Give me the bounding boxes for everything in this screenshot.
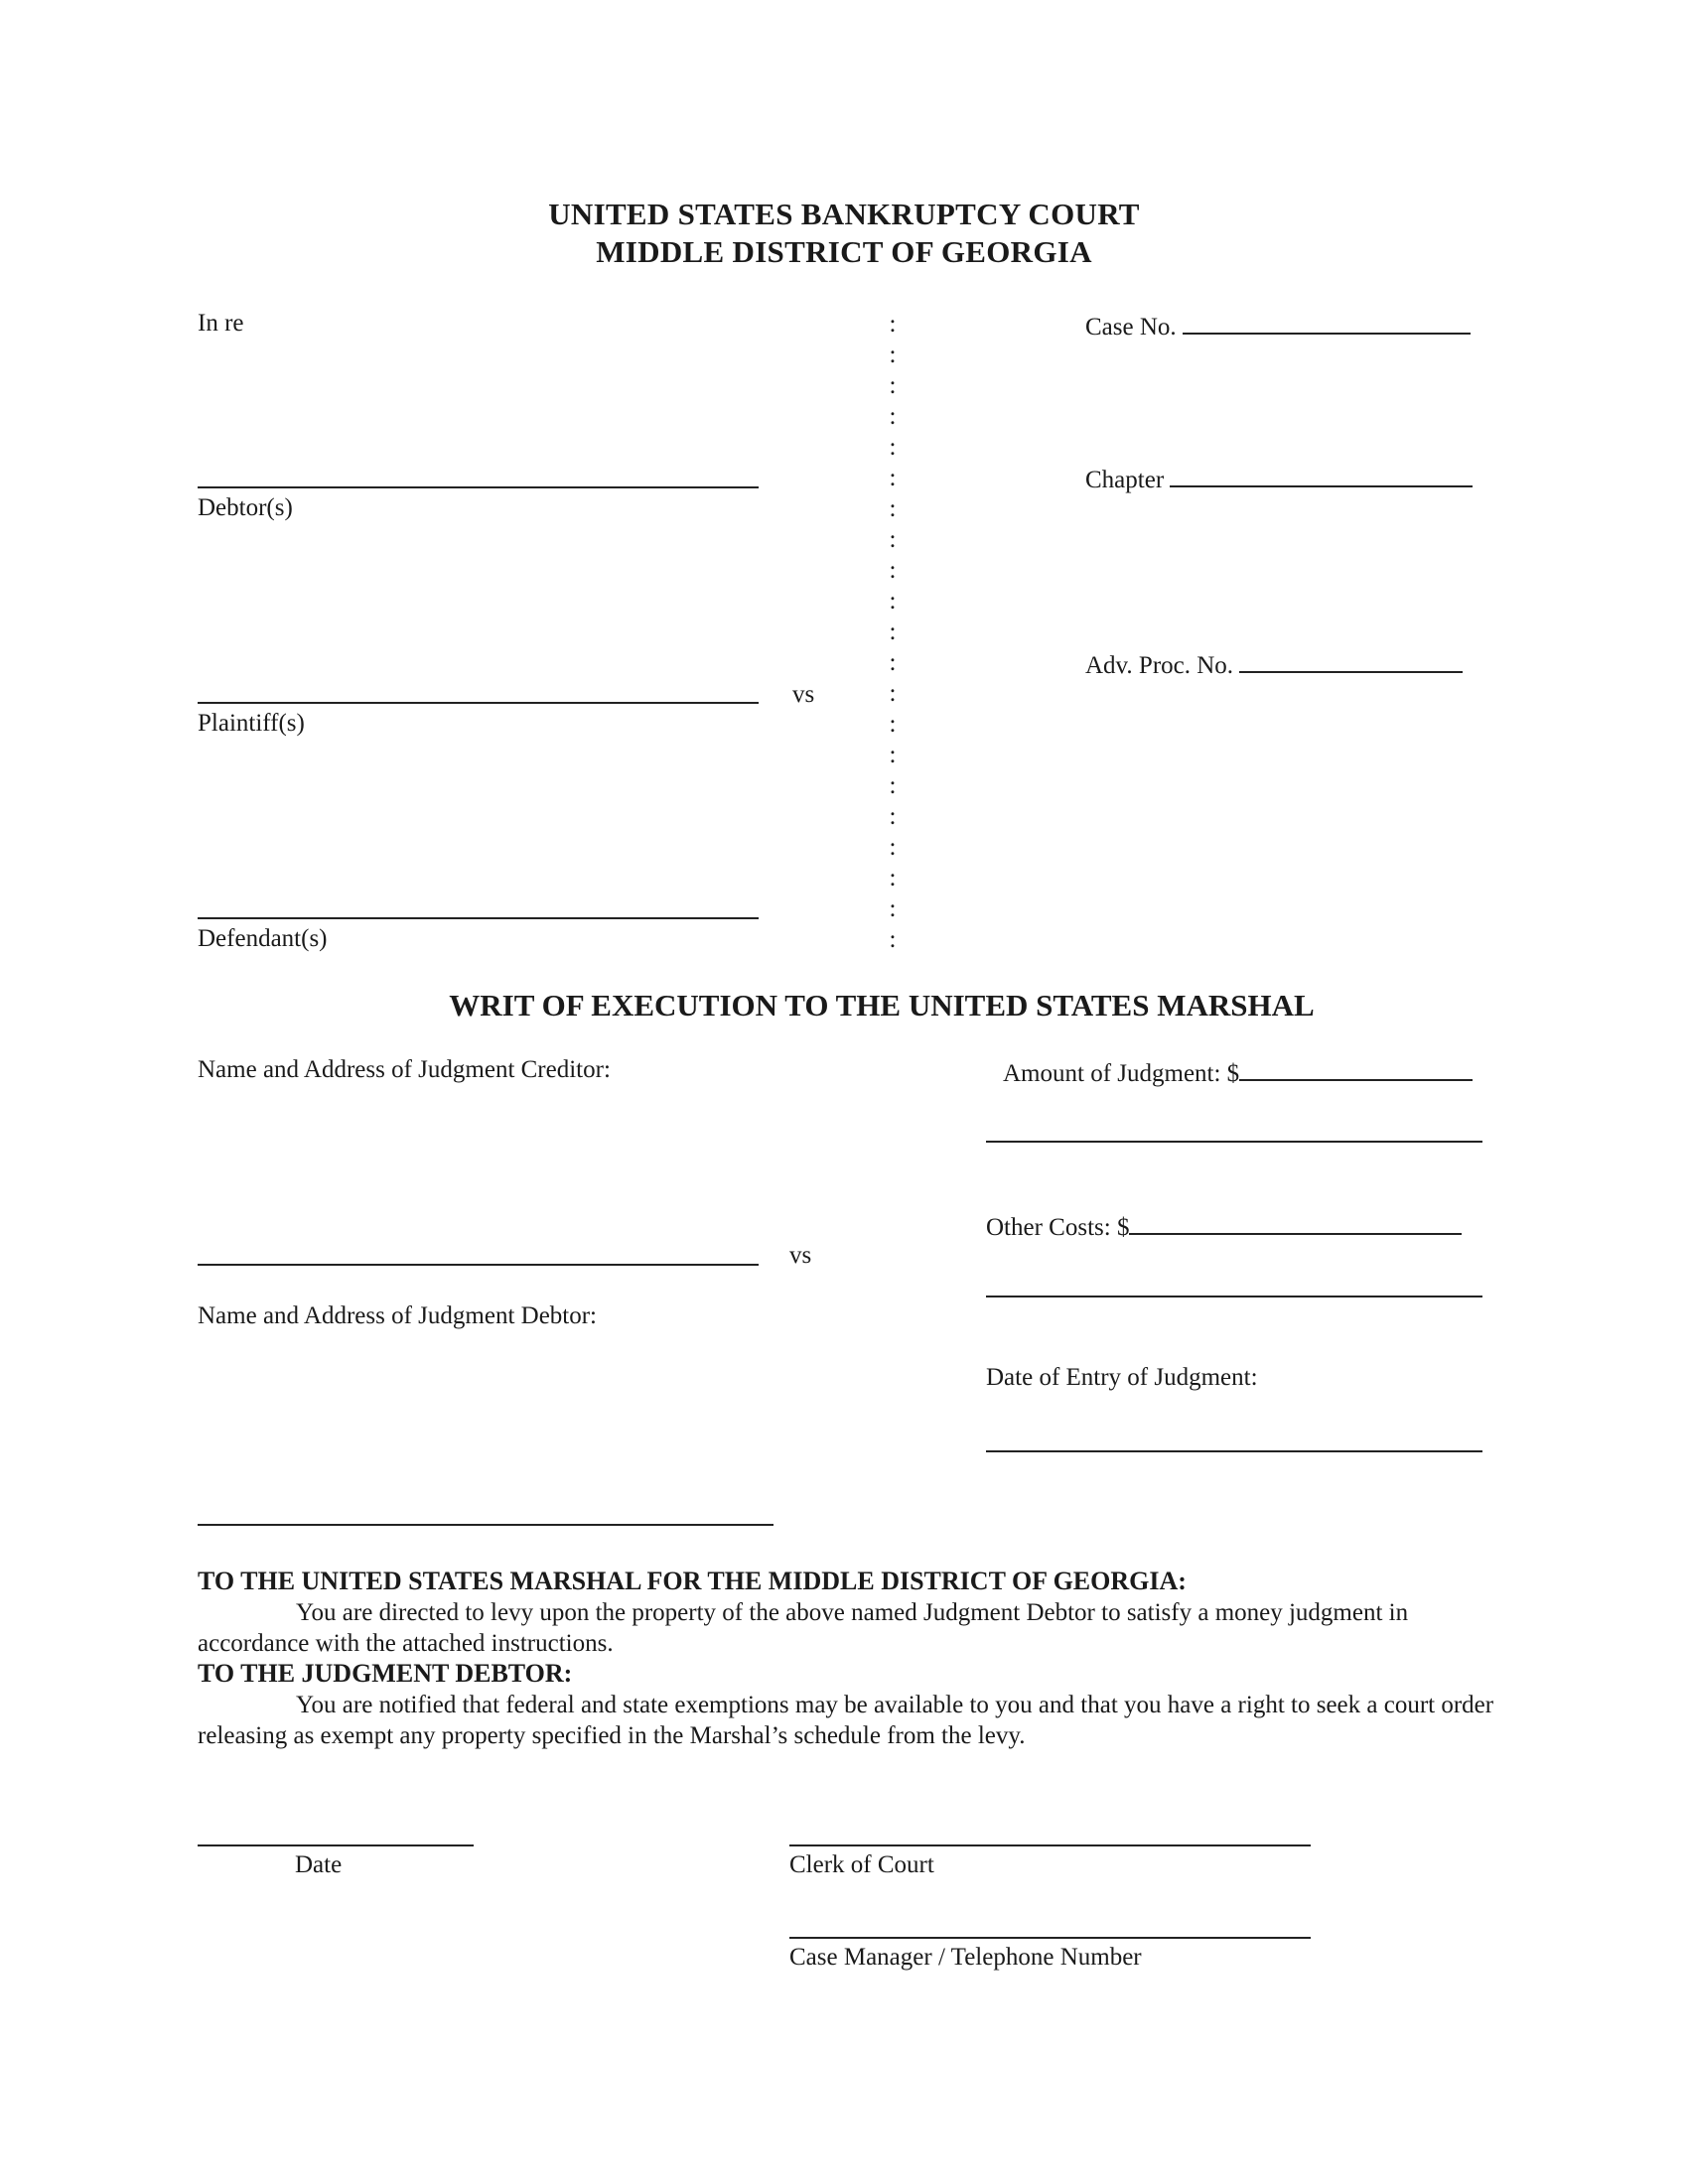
colon: :	[889, 403, 897, 430]
clerk-label: Clerk of Court	[789, 1851, 934, 1878]
caption-vs: vs	[792, 681, 815, 708]
colon: :	[889, 341, 897, 368]
debtor-name-line[interactable]	[198, 486, 759, 488]
colon: :	[889, 742, 897, 768]
colon: :	[889, 772, 897, 799]
judgment-debtor-notice: You are notified that federal and state exemptions may be available to you and that you have a right to seek a court order releasing as exempt any property specified in the Marshal’s schedule from the levy.	[198, 1692, 1494, 1749]
clerk-signature-line[interactable]	[789, 1844, 1311, 1846]
amount-field	[1003, 1055, 1473, 1089]
case-manager-label: Case Manager / Telephone Number	[789, 1944, 1142, 1971]
adv-proc-field	[1085, 647, 1463, 681]
colon: :	[889, 557, 897, 584]
chapter-field	[1085, 462, 1473, 495]
case-no-field	[1085, 309, 1471, 342]
defendant-label: Defendant(s)	[198, 925, 328, 952]
court-name: UNITED STATES BANKRUPTCY COURT	[548, 197, 1140, 231]
plaintiff-name-line[interactable]	[198, 702, 759, 704]
amount-line-2[interactable]	[986, 1141, 1482, 1143]
colon: :	[889, 680, 897, 707]
chapter-line[interactable]	[1170, 462, 1473, 487]
plaintiff-label: Plaintiff(s)	[198, 710, 305, 737]
chapter-label: Chapter	[1085, 467, 1165, 493]
colon: :	[889, 465, 897, 491]
date-signature-line[interactable]	[198, 1844, 474, 1846]
colon: :	[889, 803, 897, 830]
case-no-line[interactable]	[1183, 309, 1471, 335]
marshal-instructions: You are directed to levy upon the property of the above named Judgment Debtor to satisfy a money judgment in accordance with the attached instructions.	[198, 1599, 1409, 1657]
in-re-label: In re	[198, 310, 244, 337]
colon: :	[889, 434, 897, 461]
colon: :	[889, 895, 897, 922]
colon: :	[889, 649, 897, 676]
caption-colon-divider	[887, 309, 899, 955]
debtor-label: Debtor(s)	[198, 494, 293, 521]
judgment-creditor-label: Name and Address of Judgment Creditor:	[198, 1056, 611, 1083]
judgment-debtor-label: Name and Address of Judgment Debtor:	[198, 1302, 598, 1329]
marshal-heading: TO THE UNITED STATES MARSHAL FOR THE MIDDLE DISTRICT OF GEORGIA:	[198, 1567, 1187, 1595]
judgment-debtor-heading: TO THE JUDGMENT DEBTOR:	[198, 1659, 573, 1688]
colon: :	[889, 372, 897, 399]
colon: :	[889, 526, 897, 553]
date-entry-line[interactable]	[986, 1450, 1482, 1452]
other-costs-label: Other Costs: $	[986, 1214, 1130, 1241]
colon: :	[889, 834, 897, 861]
colon: :	[889, 711, 897, 738]
amount-line[interactable]	[1239, 1055, 1473, 1081]
district-name: MIDDLE DISTRICT OF GEORGIA	[596, 234, 1092, 269]
colon: :	[889, 311, 897, 338]
other-costs-field	[986, 1209, 1462, 1243]
colon: :	[889, 495, 897, 522]
colon: :	[889, 865, 897, 891]
colon: :	[889, 926, 897, 953]
adv-proc-line[interactable]	[1239, 647, 1463, 673]
other-costs-line-2[interactable]	[986, 1296, 1482, 1297]
colon: :	[889, 618, 897, 645]
date-entry-label: Date of Entry of Judgment:	[986, 1364, 1258, 1391]
amount-label: Amount of Judgment: $	[1003, 1060, 1240, 1087]
defendant-name-line[interactable]	[198, 917, 759, 919]
judgment-vs: vs	[789, 1242, 812, 1269]
case-manager-line[interactable]	[789, 1937, 1311, 1939]
judgment-creditor-line[interactable]	[198, 1264, 759, 1266]
other-costs-line[interactable]	[1129, 1209, 1462, 1235]
date-label: Date	[295, 1851, 343, 1878]
colon: :	[889, 588, 897, 614]
case-no-label: Case No.	[1085, 314, 1177, 341]
writ-title: WRIT OF EXECUTION TO THE UNITED STATES MARSHAL	[449, 988, 1315, 1023]
judgment-debtor-line[interactable]	[198, 1524, 774, 1526]
adv-proc-label: Adv. Proc. No.	[1085, 652, 1234, 679]
